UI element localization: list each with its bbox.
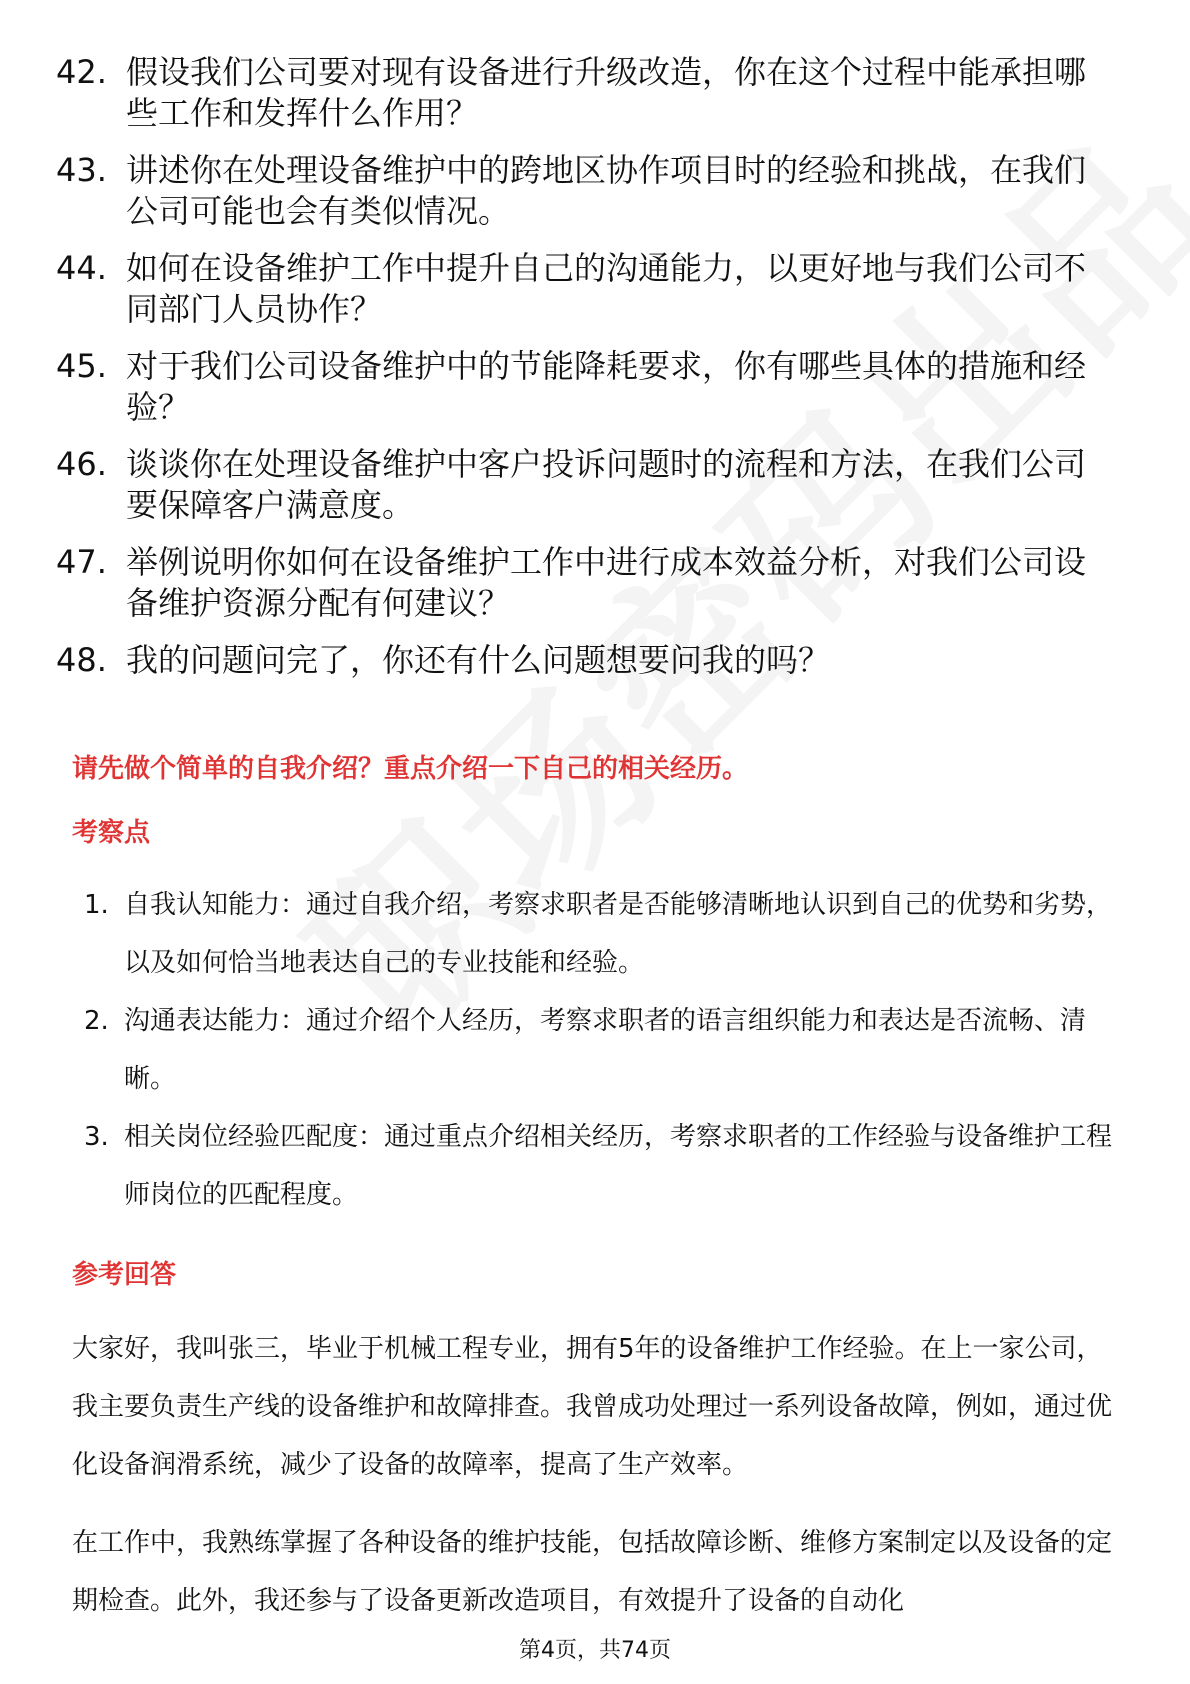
point-number: 2. [84, 1006, 109, 1036]
assessment-point [0, 876, 1190, 992]
question-text: 讲述你在处理设备维护中的跨地区协作项目时的经验和挑战，在我们公司可能也会有类似情况。 [126, 151, 1087, 230]
question-item [0, 542, 1190, 624]
question-item [0, 444, 1190, 526]
question-number: 42. [56, 53, 107, 91]
question-text: 谈谈你在处理设备维护中客户投诉问题时的流程和方法，在我们公司要保障客户满意度。 [126, 445, 1087, 524]
answer-paragraph: 在工作中，我熟练掌握了各种设备的维护技能，包括故障诊断、维修方案制定以及设备的定期检查。此外，我还参与了设备更新改造项目，有效提升了设备的自动化 [72, 1528, 1113, 1616]
question-item [0, 150, 1190, 232]
question-item [0, 346, 1190, 428]
point-number: 1. [84, 890, 109, 920]
answer-paragraph: 大家好，我叫张三，毕业于机械工程专业，拥有5年的设备维护工作经验。在上一家公司，我主要负责生产线的设备维护和故障排查。我曾成功处理过一系列设备故障，例如，通过优化设备润滑系统，减少了设备的故障率，提高了生产效率。 [72, 1334, 1113, 1480]
point-text: 沟通表达能力：通过介绍个人经历，考察求职者的语言组织能力和表达是否流畅、清晰。 [124, 1006, 1087, 1094]
question-text: 假设我们公司要对现有设备进行升级改造，你在这个过程中能承担哪些工作和发挥什么作用？ [126, 53, 1087, 132]
question-text: 对于我们公司设备维护中的节能降耗要求，你有哪些具体的措施和经验？ [126, 347, 1087, 426]
question-list [0, 52, 1190, 697]
page-footer: 第4页，共74页 [519, 1638, 671, 1663]
point-text: 相关岗位经验匹配度：通过重点介绍相关经历，考察求职者的工作经验与设备维护工程师岗位的匹配程度。 [124, 1122, 1113, 1210]
featured-question: 请先做个简单的自我介绍？重点介绍一下自己的相关经历。 [72, 754, 749, 784]
reference-heading: 参考回答 [72, 1260, 177, 1290]
question-number: 44. [56, 249, 107, 287]
question-number: 46. [56, 445, 107, 483]
assessment-heading: 考察点 [72, 818, 151, 848]
question-item [0, 248, 1190, 330]
question-text: 我的问题问完了，你还有什么问题想要问我的吗？ [126, 641, 831, 679]
question-number: 47. [56, 543, 107, 581]
question-item [0, 52, 1190, 134]
question-number: 48. [56, 641, 107, 679]
question-number: 43. [56, 151, 107, 189]
question-item [0, 640, 1190, 681]
question-text: 如何在设备维护工作中提升自己的沟通能力，以更好地与我们公司不同部门人员协作？ [126, 249, 1087, 328]
assessment-point [0, 992, 1190, 1108]
point-number: 3. [84, 1122, 109, 1152]
point-text: 自我认知能力：通过自我介绍，考察求职者是否能够清晰地认识到自己的优势和劣势，以及如何恰当地表达自己的专业技能和经验。 [124, 890, 1113, 978]
question-text: 举例说明你如何在设备维护工作中进行成本效益分析，对我们公司设备维护资源分配有何建议？ [126, 543, 1087, 622]
assessment-point [0, 1108, 1190, 1224]
question-number: 45. [56, 347, 107, 385]
assessment-points [0, 876, 1190, 1224]
